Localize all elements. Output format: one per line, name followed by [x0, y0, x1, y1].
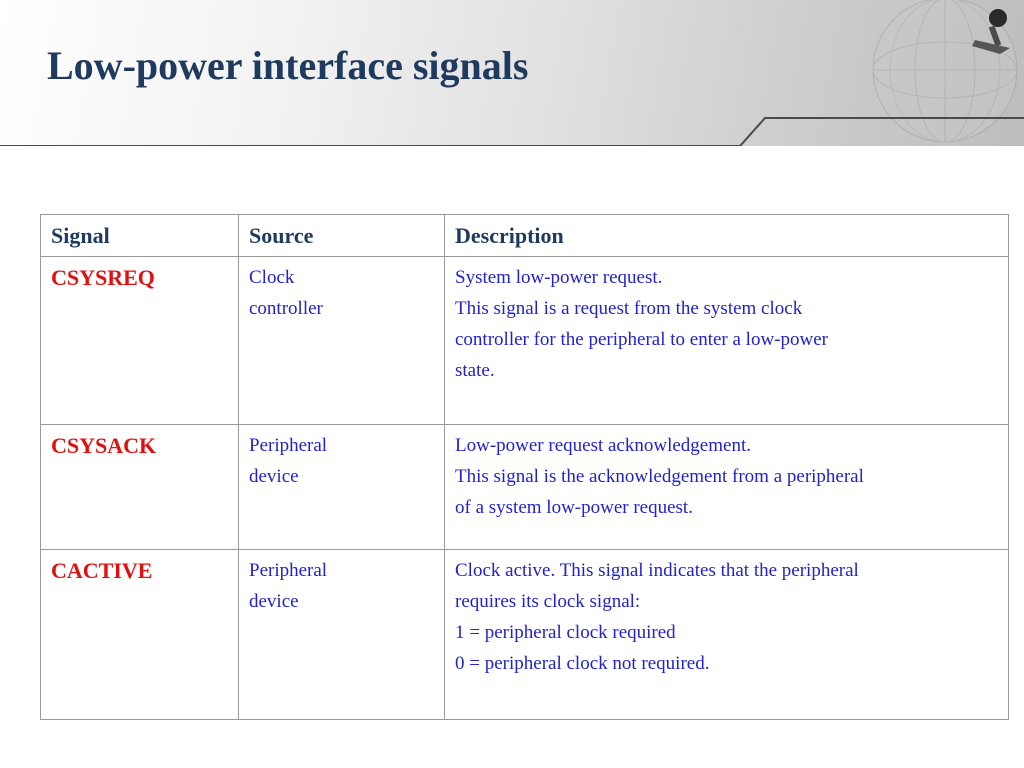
description-line: requires its clock signal:: [455, 590, 641, 612]
signal-source: [239, 257, 445, 425]
description-line: Low-power request acknowledgement.: [455, 435, 751, 457]
header-description: Description: [445, 215, 1009, 257]
table-row: [41, 257, 1009, 425]
signal-table: [40, 214, 1009, 720]
source-line: Peripheral: [249, 435, 328, 457]
signal-source: [239, 549, 445, 719]
signal-name: CSYSACK: [41, 425, 239, 549]
description-line: state.: [455, 360, 495, 381]
table-row: [41, 549, 1009, 719]
table-header-row: [41, 215, 1009, 257]
signal-source: [239, 425, 445, 549]
table-row: [41, 425, 1009, 549]
signal-description: [445, 257, 1009, 425]
source-line: controller: [249, 298, 323, 319]
header-signal: Signal: [41, 215, 239, 257]
header-source: Source: [239, 215, 445, 257]
source-line: Clock: [249, 267, 295, 288]
description-line: System low-power request.: [455, 267, 663, 288]
signal-name: CSYSREQ: [41, 257, 239, 425]
signal-description: [445, 549, 1009, 719]
source-line: device: [249, 590, 299, 612]
signal-name: CACTIVE: [41, 549, 239, 719]
source-line: Peripheral: [249, 559, 328, 581]
signal-description: [445, 425, 1009, 549]
description-line: of a system low-power request.: [455, 497, 693, 519]
description-line: This signal is a request from the system clock: [455, 298, 803, 319]
source-line: device: [249, 466, 299, 488]
description-line: controller for the peripheral to enter a low-power: [455, 329, 828, 350]
description-line: This signal is the acknowledgement from a peripheral: [455, 466, 864, 488]
description-line: 0 = peripheral clock not required.: [455, 652, 710, 674]
description-line: 1 = peripheral clock required: [455, 621, 676, 643]
description-line: Clock active. This signal indicates that the peripheral: [455, 559, 859, 581]
header-divider: [0, 118, 1024, 146]
slide-title: Low-power interface signals: [47, 43, 529, 88]
